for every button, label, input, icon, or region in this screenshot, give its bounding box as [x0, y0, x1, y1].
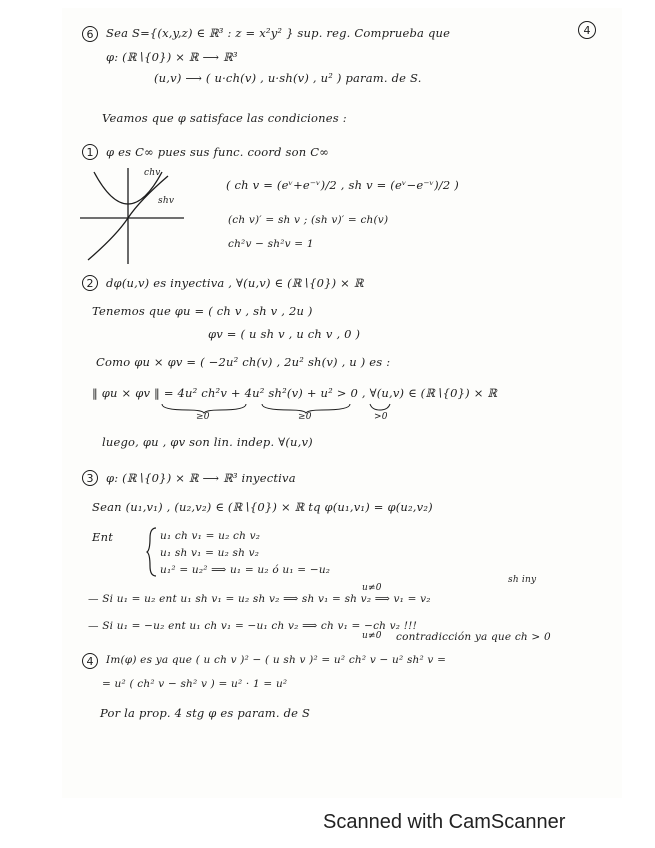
- scanner-watermark: Scanned with CamScanner: [323, 811, 566, 833]
- condition-4-result: = u² ( ch² v − sh² v ) = u² · 1 = u²: [102, 678, 288, 690]
- condition-2-text: dφ(u,v) es inyectiva , ∀(u,v) ∈ (ℝ∖{0}) × ℝ: [106, 276, 364, 290]
- conclusion: Por la prop. 4 stg φ es param. de S: [100, 706, 311, 720]
- condition-4-number: 4: [82, 653, 98, 669]
- exercise-statement: Sea S={(x,y,z) ∈ ℝ³ : z = x²y² } sup. reg. Comprueba que: [106, 26, 451, 40]
- positive-3: >0: [374, 412, 388, 422]
- underbraces: [158, 402, 398, 414]
- system-eq-1: u₁ ch v₁ = u₂ ch v₂: [160, 530, 261, 542]
- scanned-page: [62, 8, 622, 798]
- condition-1-text: φ es C∞ pues sus func. coord son C∞: [106, 145, 329, 159]
- cross-norm: ‖ φu × φv ‖ = 4u² ch²v + 4u² sh²(v) + u² > 0 , ∀(u,v) ∈ (ℝ∖{0}) × ℝ: [92, 386, 498, 400]
- ch-sh-sketch: [76, 166, 188, 266]
- phi-v: φv = ( u sh v , u ch v , 0 ): [208, 327, 361, 341]
- ch-sh-definition: ( ch v = (eᵛ+e⁻ᵛ)/2 , sh v = (eᵛ−e⁻ᵛ)/2 ): [226, 178, 459, 192]
- intro-text: Veamos que φ satisface las condiciones :: [102, 111, 347, 125]
- cross-product: Como φu × φv = ( −2u² ch(v) , 2u² sh(v) , u ) es :: [96, 355, 391, 369]
- phi-u: Tenemos que φu = ( ch v , sh v , 2u ): [92, 304, 313, 318]
- condition-2-number: 2: [82, 275, 98, 291]
- condition-4-text: Im(φ) es ya que ( u ch v )² − ( u sh v )² = u² ch² v − u² sh² v =: [106, 654, 447, 666]
- nonneg-1: ≥0: [196, 412, 210, 422]
- sean-line: Sean (u₁,v₁) , (u₂,v₂) ∈ (ℝ∖{0}) × ℝ tq φ(u₁,v₁) = φ(u₂,v₂): [92, 500, 433, 514]
- case-2: — Si u₁ = −u₂ ent u₁ ch v₁ = −u₁ ch v₂ ⟹ ch v₁ = −ch v₂ !!!: [88, 620, 417, 632]
- note-sh-injective: sh iny: [508, 575, 537, 585]
- map-rule: (u,v) ⟶ ( u·ch(v) , u·sh(v) , u² ) param. de S.: [154, 71, 422, 85]
- hyperbolic-identity: ch²v − sh²v = 1: [228, 238, 314, 250]
- condition-1-number: 1: [82, 144, 98, 160]
- exercise-number: 6: [82, 26, 98, 42]
- condition-3-number: 3: [82, 470, 98, 486]
- plot-label-sh: shv: [158, 196, 175, 206]
- corner-mark: 4: [578, 21, 596, 39]
- note-u-nonzero: u≠0: [362, 583, 382, 593]
- map-definition: φ: (ℝ∖{0}) × ℝ ⟶ ℝ³: [106, 50, 238, 64]
- case-2-contradiction: contradicción ya que ch > 0: [396, 631, 551, 643]
- note-u-nonzero-2: u≠0: [362, 631, 382, 641]
- plot-label-ch: chv: [144, 168, 161, 178]
- system-eq-2: u₁ sh v₁ = u₂ sh v₂: [160, 547, 260, 559]
- case-1: — Si u₁ = u₂ ent u₁ sh v₁ = u₂ sh v₂ ⟹ sh v₁ = sh v₂ ⟹ v₁ = v₂: [88, 593, 431, 605]
- ent-label: Ent: [92, 530, 114, 544]
- derivatives: (ch v)′ = sh v ; (sh v)′ = ch(v): [228, 214, 389, 226]
- condition-3-text: φ: (ℝ∖{0}) × ℝ ⟶ ℝ³ inyectiva: [106, 471, 296, 485]
- system-brace: [146, 526, 158, 578]
- lin-indep: luego, φu , φv son lin. indep. ∀(u,v): [102, 435, 313, 449]
- system-eq-3: u₁² = u₂² ⟹ u₁ = u₂ ó u₁ = −u₂: [160, 564, 331, 576]
- nonneg-2: ≥0: [298, 412, 312, 422]
